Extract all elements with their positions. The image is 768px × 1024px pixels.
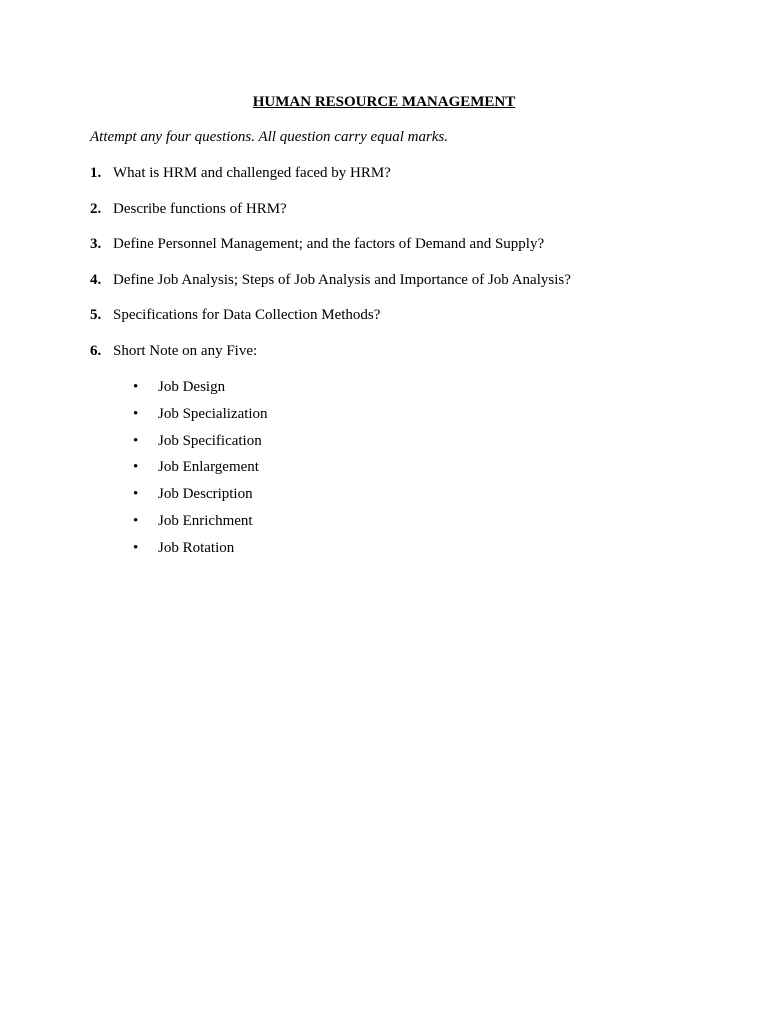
question-number: 3. [90,236,102,253]
bullet-icon: • [133,539,139,556]
question-item [90,306,710,342]
question-text: Define Job Analysis; Steps of Job Analysis and Importance of Job Analysis? [113,271,571,288]
question-number: 4. [90,271,102,288]
question-text: Describe functions of HRM? [113,200,287,217]
question-list [90,164,710,378]
question-text: Define Personnel Management; and the factors of Demand and Supply? [113,236,545,253]
bullet-icon: • [133,512,139,529]
question-item [90,235,710,271]
topic-text: Job Description [158,486,253,503]
bullet-icon: • [133,432,139,449]
question-item [90,164,710,200]
bullet-icon: • [133,486,139,503]
bullet-icon: • [133,405,139,422]
document-title: HUMAN RESOURCE MANAGEMENT [252,94,516,110]
question-item [90,200,710,236]
question-number: 6. [90,342,102,359]
question-number: 1. [90,165,102,181]
question-number: 5. [90,307,102,324]
topic-text: Job Design [158,379,226,395]
bullet-icon: • [133,379,139,395]
question-item [90,342,710,378]
question-text: Short Note on any Five: [113,342,258,359]
exam-instructions: Attempt any four questions. All question carry equal marks. [90,129,449,145]
question-text: Specifications for Data Collection Methods? [113,307,381,324]
topic-text: Job Specification [158,432,262,449]
topic-text: Job Specialization [158,405,268,422]
topic-text: Job Rotation [158,539,235,556]
topic-text: Job Enrichment [158,512,253,529]
bullet-icon: • [133,459,139,476]
question-text: What is HRM and challenged faced by HRM? [113,165,391,181]
question-number: 2. [90,200,102,217]
question-item [90,271,710,307]
topic-text: Job Enlargement [158,459,259,476]
